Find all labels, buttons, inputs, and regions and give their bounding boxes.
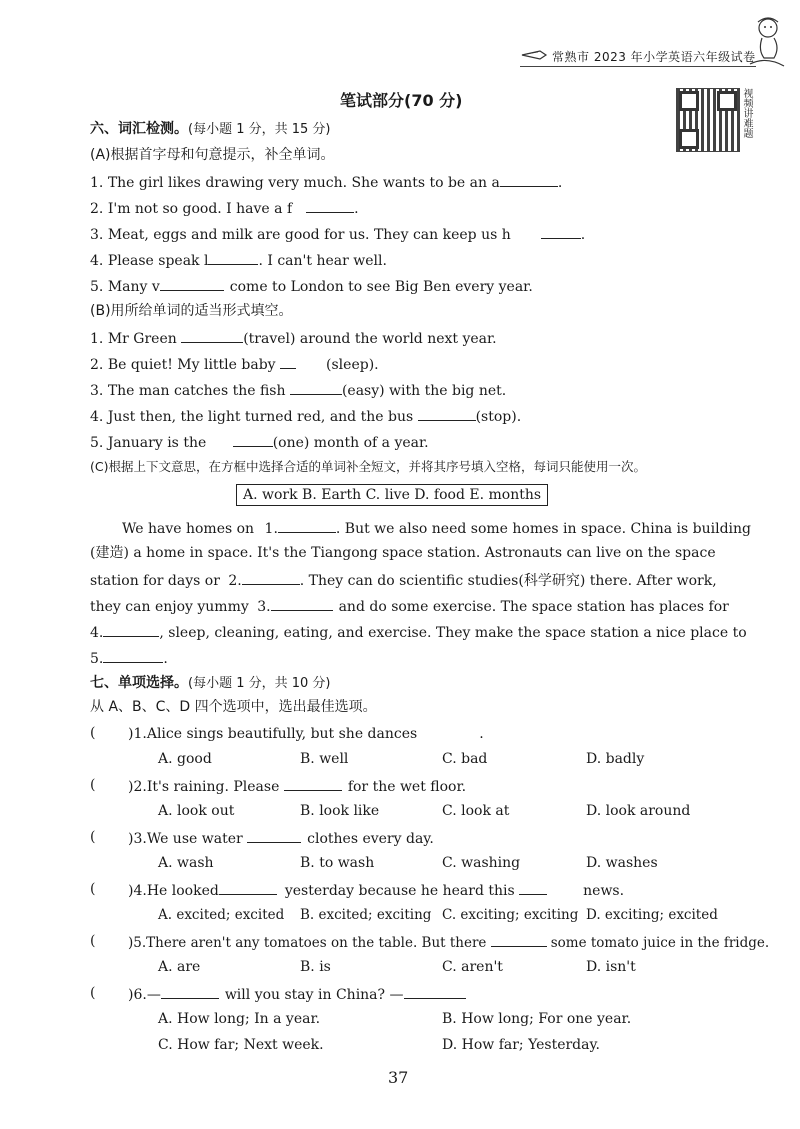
q2-option-c[interactable]: C. look at: [442, 803, 510, 819]
q1-option-b[interactable]: B. well: [300, 751, 349, 767]
item-text: Many v: [107, 279, 160, 295]
item-text: Be quiet! My little baby: [107, 357, 276, 373]
partA-item-3: [90, 224, 585, 244]
blank-number: 3.: [257, 599, 271, 615]
answer-blank[interactable]: [519, 880, 547, 895]
question-stem: —: [146, 987, 161, 1003]
answer-blank[interactable]: [404, 984, 466, 999]
item-text: January is the: [107, 435, 207, 451]
item-text: The girl likes drawing very much. She wants to be an a: [107, 175, 500, 191]
qr-finder-tl: [679, 91, 699, 111]
answer-blank[interactable]: [284, 776, 342, 791]
passage-text: they can enjoy yummy: [90, 599, 249, 615]
q4-option-b[interactable]: B. excited; exciting: [300, 907, 432, 923]
q3-option-d[interactable]: D. washes: [586, 855, 658, 871]
item-text: Meat, eggs and milk are good for us. They can keep us h: [107, 227, 511, 243]
item-number: 5.: [90, 279, 104, 295]
question-stem: news.: [583, 883, 625, 899]
pencil-icon: [520, 48, 548, 62]
question-5: [128, 932, 769, 952]
question-6: [128, 984, 466, 1004]
section6-heading: 六、词汇检测。: [90, 121, 188, 137]
item-number: 3.: [90, 227, 104, 243]
partB-item-2: [90, 354, 379, 374]
item-text: Mr Green: [107, 331, 177, 347]
item-number: 2.: [90, 201, 104, 217]
passage-line-3: [90, 570, 717, 590]
question-stem: for the wet floor.: [347, 779, 467, 795]
item-number: 1.: [90, 175, 104, 191]
answer-blank[interactable]: [417, 724, 479, 738]
question-stem: clothes every day.: [307, 831, 434, 847]
answer-blank[interactable]: [181, 328, 243, 343]
passage-line-2: [90, 544, 716, 562]
item-text: .: [557, 175, 563, 191]
item-text: Please speak l: [107, 253, 209, 269]
answer-paren[interactable]: (: [90, 829, 96, 845]
answer-blank[interactable]: [242, 570, 300, 585]
answer-paren[interactable]: (: [90, 985, 96, 1001]
q6-option-c[interactable]: C. How far; Next week.: [158, 1037, 324, 1053]
question-stem: some tomato juice in the fridge.: [550, 935, 770, 951]
answer-paren[interactable]: (: [90, 777, 96, 793]
section7-heading-row: [90, 674, 331, 693]
partA-item-4: [90, 250, 387, 270]
item-text: Just then, the light turned red, and the bus: [107, 409, 414, 425]
question-stem: Alice sings beautifully, but she dances: [146, 726, 418, 742]
q2-option-d[interactable]: D. look around: [586, 803, 691, 819]
item-number: 3.: [90, 383, 104, 399]
passage-text: .: [163, 651, 168, 667]
section7-instruction: 从 A、B、C、D 四个选项中，选出最佳选项。: [90, 699, 377, 715]
passage-text: We have homes on: [122, 521, 255, 537]
question-1: [128, 724, 484, 743]
answer-blank[interactable]: [280, 354, 296, 369]
passage-line-4: [90, 596, 729, 616]
question-stem: yesterday because he heard this: [284, 883, 515, 899]
item-text: The man catches the fish: [107, 383, 286, 399]
q3-option-a[interactable]: A. wash: [158, 855, 214, 871]
item-text: (travel) around the world next year.: [243, 331, 497, 347]
item-number: 1.: [90, 331, 104, 347]
question-number: )2.: [128, 779, 147, 795]
question-number: )3.: [128, 831, 147, 847]
partB-item-1: [90, 328, 497, 348]
answer-blank[interactable]: [271, 596, 333, 611]
partB-item-3: [90, 380, 506, 400]
answer-blank[interactable]: [541, 224, 581, 239]
passage-line-6: [90, 648, 168, 668]
blank-number: 5.: [90, 651, 104, 667]
q3-option-c[interactable]: C. washing: [442, 855, 521, 871]
question-number: )5.: [128, 935, 147, 951]
question-2: [128, 776, 466, 796]
item-number: 5.: [90, 435, 104, 451]
q6-option-b[interactable]: B. How long; For one year.: [442, 1011, 632, 1027]
passage-text: and do some exercise. The space station has places for: [338, 599, 729, 615]
passage-text: , sleep, cleaning, eating, and exercise. They make the space station a nice place to: [159, 625, 747, 641]
question-number: )6.: [128, 987, 147, 1003]
question-stem: will you stay in China? —: [224, 987, 404, 1003]
page-title: 笔试部分(70 分): [340, 91, 463, 110]
answer-blank[interactable]: [103, 648, 163, 663]
question-stem: .: [479, 726, 484, 742]
item-text: .: [354, 201, 359, 217]
answer-paren[interactable]: (: [90, 933, 96, 949]
q2-option-b[interactable]: B. look like: [300, 803, 380, 819]
question-stem: He looked: [146, 883, 219, 899]
answer-blank[interactable]: [103, 622, 159, 637]
item-text: I'm not so good. I have a f: [107, 201, 293, 217]
word-box: A. work B. Earth C. live D. food E. months: [236, 484, 548, 506]
answer-blank[interactable]: [491, 932, 547, 947]
partA-item-1: [90, 172, 562, 192]
q6-option-d[interactable]: D. How far; Yesterday.: [442, 1037, 600, 1053]
item-text: (stop).: [475, 409, 522, 425]
q1-option-c[interactable]: C. bad: [442, 751, 488, 767]
item-text: come to London to see Big Ben every year.: [229, 279, 533, 295]
answer-blank[interactable]: [208, 250, 258, 265]
header-title: 常熟市 2023 年小学英语六年级试卷: [552, 50, 756, 64]
item-number: 4.: [90, 253, 104, 269]
passage-text: . But we also need some homes in space. China is building: [335, 521, 751, 537]
blank-number: 2.: [228, 573, 242, 589]
answer-blank[interactable]: [247, 828, 301, 843]
header: [520, 36, 780, 76]
cartoon-mascot-icon: [744, 14, 788, 74]
qr-caption: 视频讲难题: [741, 88, 752, 138]
item-number: 4.: [90, 409, 104, 425]
q4-option-c[interactable]: C. exciting; exciting: [442, 907, 579, 923]
item-text: (easy) with the big net.: [341, 383, 507, 399]
partA-item-2: [90, 198, 359, 218]
question-stem: We use water: [146, 831, 243, 847]
q4-option-a[interactable]: A. excited; excited: [158, 907, 285, 923]
q5-option-c[interactable]: C. aren't: [442, 959, 503, 975]
passage-text: (建造) a home in space. It's the Tiangong space station. Astronauts can live on the space: [90, 545, 716, 561]
answer-blank[interactable]: [290, 380, 342, 395]
q1-option-d[interactable]: D. badly: [586, 751, 645, 767]
section7-heading: 七、单项选择。: [90, 675, 188, 691]
passage-line-5: [90, 622, 747, 642]
header-rule: [520, 66, 756, 67]
item-number: 2.: [90, 357, 104, 373]
qr-finder-bl: [679, 129, 699, 149]
answer-blank[interactable]: [500, 172, 558, 187]
q3-option-b[interactable]: B. to wash: [300, 855, 375, 871]
passage-text: . They can do scientific studies(科学研究) there. After work,: [299, 573, 717, 589]
partA-item-5: [90, 276, 533, 296]
blank-number: 4.: [90, 625, 104, 641]
partC-instruction: (C)根据上下文意思，在方框中选择合适的单词补全短文，并将其序号填入空格，每词只能使用一次。: [90, 459, 646, 474]
passage-text: station for days or: [90, 573, 220, 589]
answer-paren[interactable]: (: [90, 725, 96, 741]
question-number: )4.: [128, 883, 147, 899]
answer-blank[interactable]: [418, 406, 476, 421]
passage-line-1: [122, 518, 751, 538]
partB-item-4: [90, 406, 521, 426]
qr-finder-tr: [717, 91, 737, 111]
item-text: (sleep).: [326, 357, 379, 373]
blank-number: 1.: [264, 521, 278, 537]
answer-paren[interactable]: (: [90, 881, 96, 897]
page-number: 37: [388, 1068, 409, 1087]
q4-option-d[interactable]: D. exciting; excited: [586, 907, 718, 923]
question-3: [128, 828, 434, 848]
qr-code[interactable]: [676, 88, 740, 152]
partA-instruction: (A)根据首字母和句意提示，补全单词。: [90, 147, 335, 163]
section7-score: (每小题 1 分，共 10 分): [188, 676, 331, 691]
section6-heading-row: [90, 120, 331, 139]
answer-blank[interactable]: [161, 984, 219, 999]
q6-option-a[interactable]: A. How long; In a year.: [158, 1011, 321, 1027]
q5-option-d[interactable]: D. isn't: [586, 959, 636, 975]
item-text: . I can't hear well.: [258, 253, 387, 269]
answer-blank[interactable]: [219, 880, 277, 895]
answer-blank[interactable]: [233, 432, 273, 447]
partB-instruction: (B)用所给单词的适当形式填空。: [90, 303, 293, 319]
question-stem: It's raining. Please: [146, 779, 280, 795]
q2-option-a[interactable]: A. look out: [158, 803, 235, 819]
answer-blank[interactable]: [278, 518, 336, 533]
item-text: (one) month of a year.: [272, 435, 429, 451]
q5-option-b[interactable]: B. is: [300, 959, 331, 975]
partB-item-5: [90, 432, 429, 452]
section6-score: (每小题 1 分，共 15 分): [188, 122, 331, 137]
question-stem: There aren't any tomatoes on the table. But there: [146, 935, 487, 951]
answer-blank[interactable]: [160, 276, 224, 291]
question-4: [128, 880, 624, 900]
item-text: .: [580, 227, 586, 243]
question-number: )1.: [128, 726, 147, 742]
q5-option-a[interactable]: A. are: [158, 959, 201, 975]
q1-option-a[interactable]: A. good: [158, 751, 212, 767]
answer-blank[interactable]: [306, 198, 354, 213]
